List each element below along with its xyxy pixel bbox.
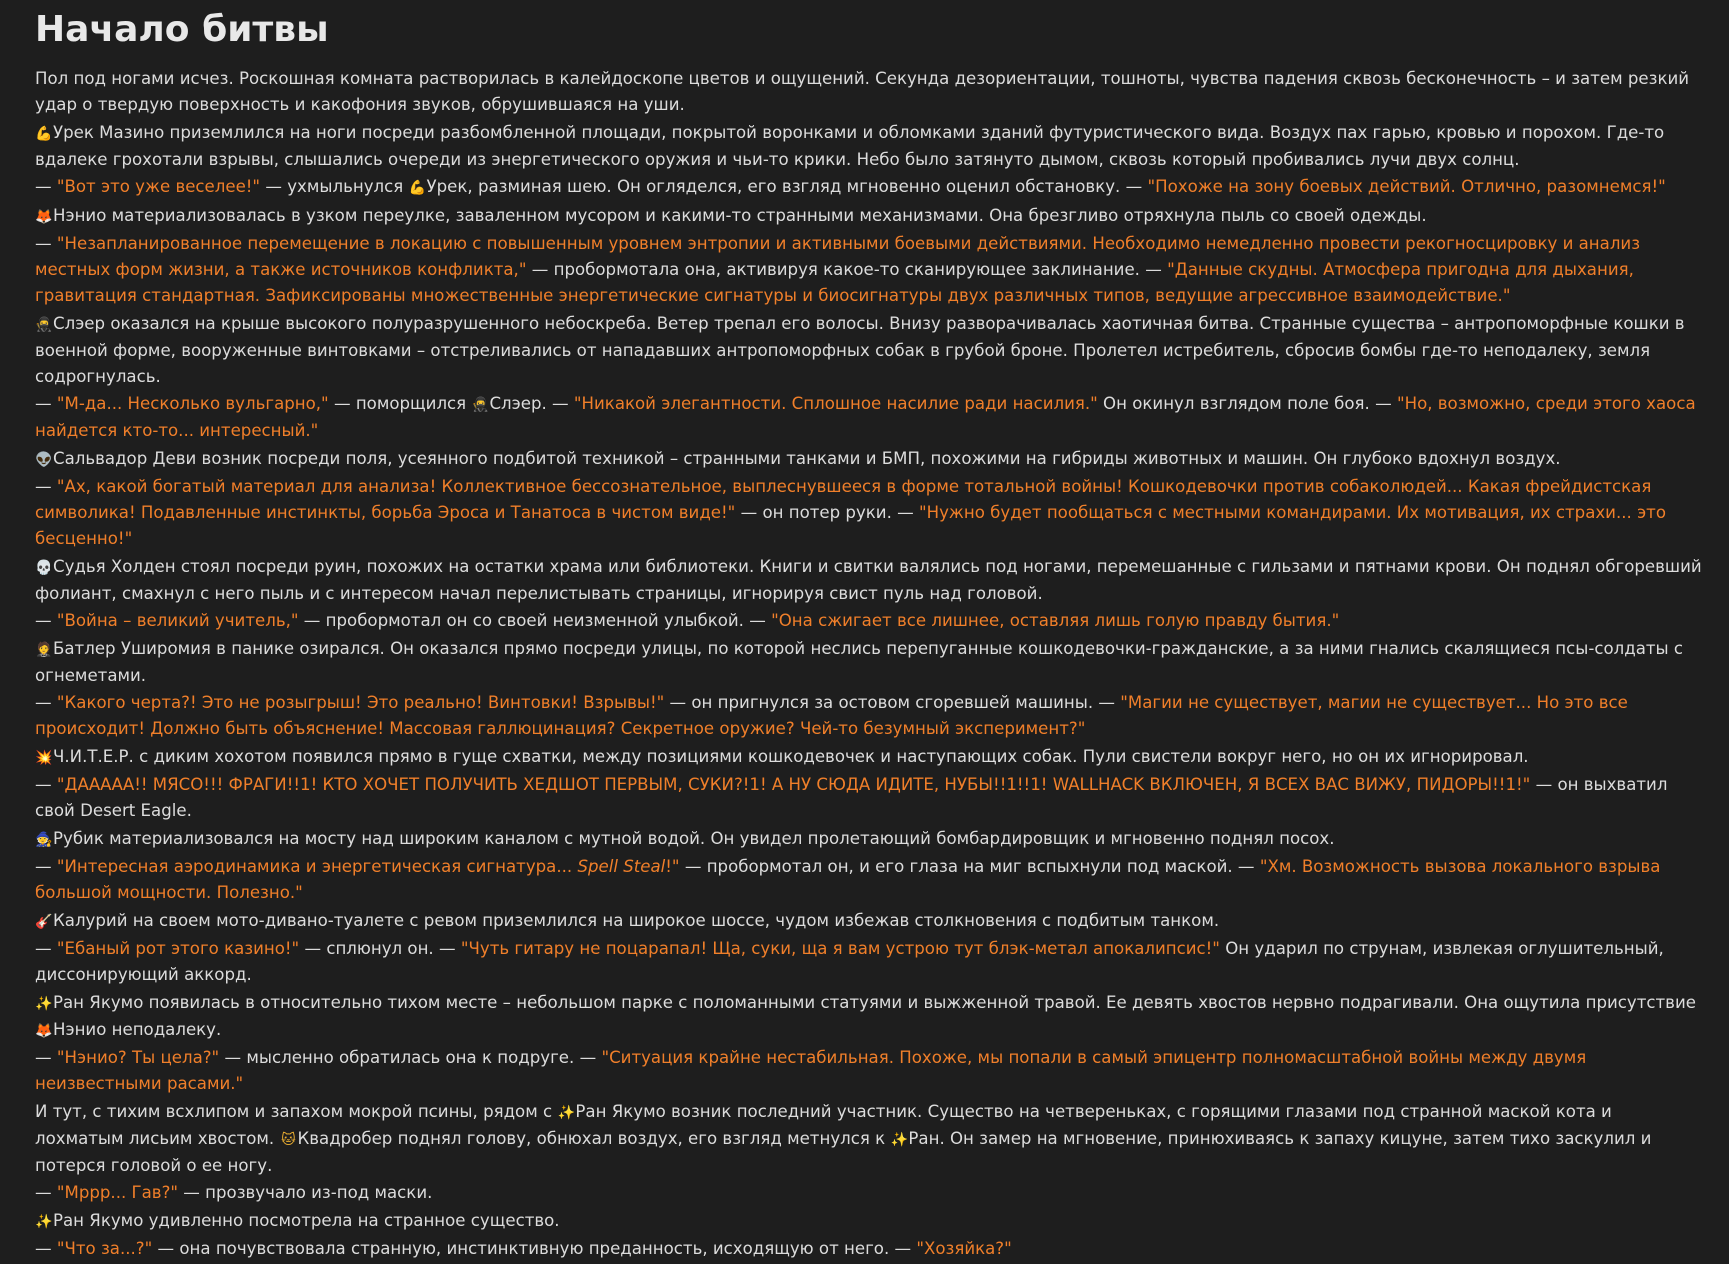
quote: "Похоже на зону боевых действий. Отлично, разомнемся!": [1147, 177, 1666, 196]
paragraph: 🎸Калурий на своем мото-дивано-туалете с ревом приземлился на широкое шоссе, чудом избежав столкновения с подбитым танком.: [35, 908, 1705, 935]
fox-icon: 🦊: [35, 208, 53, 225]
quote: "Данные скудны. Атмосфера пригодна для дыхания, гравитация стандартная. Зафиксированы множественные энергетические сигнатуры и биосигнатуры двух различных типов, ведущие агрессивное взаимодействие.": [35, 260, 1634, 305]
alien-icon: 👽: [35, 451, 53, 468]
quote: "Мррр... Гав?": [56, 1183, 179, 1202]
dialogue-line: — "Ебаный рот этого казино!" — сплюнул он. — "Чуть гитару не поцарапал! Ща, суки, ща я вам устрою тут блэк-метал апокалипсис!" Он ударил по струнам, извлекая оглушительный, диссонирующий аккорд.: [35, 939, 1664, 984]
dialogue-line: — "Ах, какой богатый материал для анализа! Коллективное бессознательное, выплеснувшееся в форме тотальной войны! Кошкодевочки против собаколюдей... Какая фрейдистская символика! Подавленные инстинкты, борьба Эроса и Танатоса в чистом виде!" — он потер руки. — "Нужно будет пообщаться с местными командирами. Их мотивация, их страхи... это бесценно!": [35, 477, 1666, 548]
dialogue-line: — "Интересная аэродинамика и энергетическая сигнатура... Spell Steal!" — пробормотал он, и его глаза на миг вспыхнули под маской. — "Хм. Возможность вызова локального взрыва большой мощности. Полезно.": [35, 857, 1661, 902]
document-page: [35, 0, 1705, 1264]
dialogue-line: — "М-да... Несколько вульгарно," — поморщился 🥷Слэер. — "Никакой элегантности. Сплошное насилие ради насилия." Он окинул взглядом поле боя. — "Но, возможно, среди этого хаоса найдется кто-то... интересный.": [35, 394, 1696, 440]
paragraph: 🦊Нэнио материализовалась в узком переулке, заваленном мусором и какими-то странными механизмами. Она брезгливо отряхнула пыль со своей одежды.: [35, 203, 1705, 230]
quote-italic: Spell Steal: [577, 857, 666, 876]
paragraph: И тут, с тихим всхлипом и запахом мокрой псины, рядом с ✨Ран Якумо возник последний участник. Существо на четвереньках, с горящими глазами под странной маской кота и лохматым лисьим хвостом. 🐱 Квадробер поднял голову, обнюхал воздух, его взгляд метнулся к ✨Ран. Он замер на мгновение, принюхиваясь к запаху кицуне, затем тихо заскулил и потерся головой о ее ногу.: [35, 1101, 1652, 1175]
quote: "ДААААА!! МЯСО!!! ФРАГИ!!1! КТО ХОЧЕТ ПОЛУЧИТЬ ХЕДШОТ ПЕРВЫМ, СУКИ?!1! А НУ СЮДА ИДИТЕ, НУБЫ!!1!!1! WALLHACK ВКЛЮЧЕН, Я ВСЕХ ВАС ВИЖУ, ПИДОРЫ!!1!": [56, 775, 1531, 794]
sparkles-icon: ✨: [890, 1131, 909, 1148]
dialogue-line: — "Какого черта?! Это не розыгрыш! Это реально! Винтовки! Взрывы!" — он пригнулся за остовом сгоревшей машины. — "Магии не существует, магии не существует... Но это все происходит! Должно быть объяснение! Массовая галлюцинация? Секретное оружие? Чей-то безумный эксперимент?": [35, 693, 1628, 738]
guitar-icon: 🎸: [35, 913, 53, 930]
paragraph: 💪Урек Мазино приземлился на ноги посреди разбомбленной площади, покрытой воронками и обломками зданий футуристического вида. Воздух пах гарью, кровью и порохом. Где-то вдалеке грохотали взрывы, слышались очереди из энергетического оружия и чьи-то крики. Небо было затянуто дымом, сквозь который пробивались лучи двух солнц.: [35, 122, 1665, 169]
dialogue-line: — "ДААААА!! МЯСО!!! ФРАГИ!!1! КТО ХОЧЕТ ПОЛУЧИТЬ ХЕДШОТ ПЕРВЫМ, СУКИ?!1! А НУ СЮДА ИДИТЕ, НУБЫ!!1!!1! WALLHACK ВКЛЮЧЕН, Я ВСЕХ ВАС ВИЖУ, ПИДОРЫ!!1!" — он выхватил свой Desert Eagle.: [35, 775, 1668, 820]
quote: "Никакой элегантности. Сплошное насилие ради насилия.": [573, 394, 1098, 413]
butler-icon: 🤵: [35, 641, 53, 658]
ninja-icon: 🥷: [471, 397, 490, 413]
quote: "Она сжигает все лишнее, оставляя лишь голую правду бытия.": [771, 611, 1340, 630]
collision-icon: 💥: [35, 749, 53, 766]
dialogue-line: — "Мррр... Гав?" — прозвучало из-под маски.: [35, 1183, 433, 1202]
paragraph: 🤵Батлер Уширомия в панике озирался. Он оказался прямо посреди улицы, по которой неслись перепуганные кошкодевочки-гражданские, а за ними гнались скалящиеся псы-солдаты с огнеметами.: [35, 638, 1684, 685]
story-text: [35, 66, 1705, 1262]
paragraph: Пол под ногами исчез. Роскошная комната растворилась в калейдоскопе цветов и ощущений. Секунда дезориентации, тошноты, чувства падения сквозь бесконечность – и затем резкий удар о твердую поверхность и какофония звуков, обрушившаяся на уши.: [35, 69, 1690, 114]
quote: "Ах, какой богатый материал для анализа! Коллективное бессознательное, выплеснувшееся в форме тотальной войны! Кошкодевочки против собаколюдей... Какая фрейдистская символика! Подавленные инстинкты, борьба Эроса и Танатоса в чистом виде!": [35, 477, 1652, 522]
quote: "Чуть гитару не поцарапал! Ща, суки, ща я вам устрою тут блэк-метал апокалипсис!": [460, 939, 1220, 958]
quote: "Нужно будет пообщаться с местными командирами. Их мотивация, их страхи... это бесценно!": [35, 503, 1666, 548]
quote: "Вот это уже веселее!": [56, 177, 261, 196]
quote: "Ситуация крайне нестабильная. Похоже, мы попали в самый эпицентр полномасштабной войны между двумя неизвестными расами.": [35, 1048, 1587, 1093]
dialogue-line: — "Война – великий учитель," — пробормотал он со своей неизменной улыбкой. — "Она сжигает все лишнее, оставляя лишь голую правду бытия.": [35, 611, 1340, 630]
paragraph: 🥷Слэер оказался на крыше высокого полуразрушенного небоскреба. Ветер трепал его волосы. Внизу разворачивалась хаотичная битва. Странные существа – антропоморфные кошки в военной форме, вооруженные винтовками – отстреливались от нападавших антропоморфных собак в грубой броне. Пролетел истребитель, сбросив бомбы где-то неподалеку, земля содрогнулась.: [35, 313, 1685, 386]
cat-face-icon: 🐱: [281, 1131, 296, 1148]
paragraph: 👽Сальвадор Деви возник посреди поля, усеянного подбитой техникой – странными танками и БМП, похожими на гибриды животных и машин. Он глубоко вдохнул воздух.: [35, 446, 1705, 473]
page-title: Начало битвы: [35, 9, 329, 50]
quote: "Нэнио? Ты цела?": [56, 1048, 220, 1067]
skull-icon: 💀: [35, 559, 53, 576]
sparkles-icon: ✨: [557, 1104, 576, 1121]
paragraph: 💀Судья Холден стоял посреди руин, похожих на остатки храма или библиотеки. Книги и свитки валялись под ногами, перемешанные с гильзами и пятнами крови. Он поднял обгоревший фолиант, смахнул с него пыль и с интересом начал перелистывать страницы, игнорируя свист пуль над головой.: [35, 556, 1702, 603]
quote: "Но, возможно, среди этого хаоса найдется кто-то... интересный.": [35, 394, 1696, 440]
paragraph: 💥Ч.И.Т.Е.Р. с диким хохотом появился прямо в гуще схватки, между позициями кошкодевочек и наступающих собак. Пули свистели вокруг него, но он их игнорировал.: [35, 744, 1705, 771]
quote: "Война – великий учитель,": [56, 611, 299, 630]
quote: "Незапланированное перемещение в локацию с повышенным уровнем энтропии и активными боевыми действиями. Необходимо немедленно провести рекогносцировку и анализ местных форм жизни, а также источников конфликта,": [35, 234, 1641, 279]
quote: "Хозяйка?": [916, 1239, 1012, 1258]
dialogue-line: — "Незапланированное перемещение в локацию с повышенным уровнем энтропии и активными боевыми действиями. Необходимо немедленно провести рекогносцировку и анализ местных форм жизни, а также источников конфликта," — пробормотала она, активируя какое-то сканирующее заклинание. — "Данные скудны. Атмосфера пригодна для дыхания, гравитация стандартная. Зафиксированы множественные энергетические сигнатуры и биосигнатуры двух различных типов, ведущие агрессивное взаимодействие.": [35, 234, 1641, 305]
flexed-biceps-icon: 💪: [408, 180, 427, 196]
sparkles-icon: ✨: [35, 995, 53, 1012]
paragraph: ✨Ран Якумо появилась в относительно тихом месте – небольшом парке с поломанными статуями и выжженной травой. Ее девять хвостов нервно подрагивали. Она ощутила присутствие 🦊Нэнио неподалеку.: [35, 990, 1705, 1044]
flexed-biceps-icon: 💪: [35, 125, 53, 142]
quote: "М-да... Несколько вульгарно,": [56, 394, 329, 413]
fox-icon: 🦊: [35, 1022, 53, 1039]
dialogue-line: — "Вот это уже веселее!" — ухмыльнулся 💪Урек, разминая шею. Он огляделся, его взгляд мгновенно оценил обстановку. — "Похоже на зону боевых действий. Отлично, разомнемся!": [35, 174, 1705, 201]
dialogue-line: — "Нэнио? Ты цела?" — мысленно обратилась она к подруге. — "Ситуация крайне нестабильная. Похоже, мы попали в самый эпицентр полномасштабной войны между двумя неизвестными расами.": [35, 1048, 1587, 1093]
paragraph: ✨Ран Якумо удивленно посмотрела на странное существо.: [35, 1208, 1705, 1235]
quote: "Что за...?": [56, 1239, 153, 1258]
dialogue-line: — "Что за...?" — она почувствовала странную, инстинктивную преданность, исходящую от него. — "Хозяйка?": [35, 1239, 1012, 1258]
quote: "Ебаный рот этого казино!": [56, 939, 300, 958]
quote: !": [665, 857, 680, 876]
quote: "Хм. Возможность вызова локального взрыва большой мощности. Полезно.": [35, 857, 1661, 902]
paragraph: 🧙Рубик материализовался на мосту над широким каналом с мутной водой. Он увидел пролетающий бомбардировщик и мгновенно поднял посох.: [35, 826, 1705, 853]
sparkles-icon: ✨: [35, 1213, 53, 1230]
ninja-icon: 🥷: [35, 316, 53, 333]
quote: "Какого черта?! Это не розыгрыш! Это реально! Винтовки! Взрывы!": [56, 693, 665, 712]
mage-icon: 🧙: [35, 831, 53, 848]
quote: "Магии не существует, магии не существует... Но это все происходит! Должно быть объяснение! Массовая галлюцинация? Секретное оружие? Чей-то безумный эксперимент?": [35, 693, 1628, 738]
quote: "Интересная аэродинамика и энергетическая сигнатура...: [56, 857, 578, 876]
